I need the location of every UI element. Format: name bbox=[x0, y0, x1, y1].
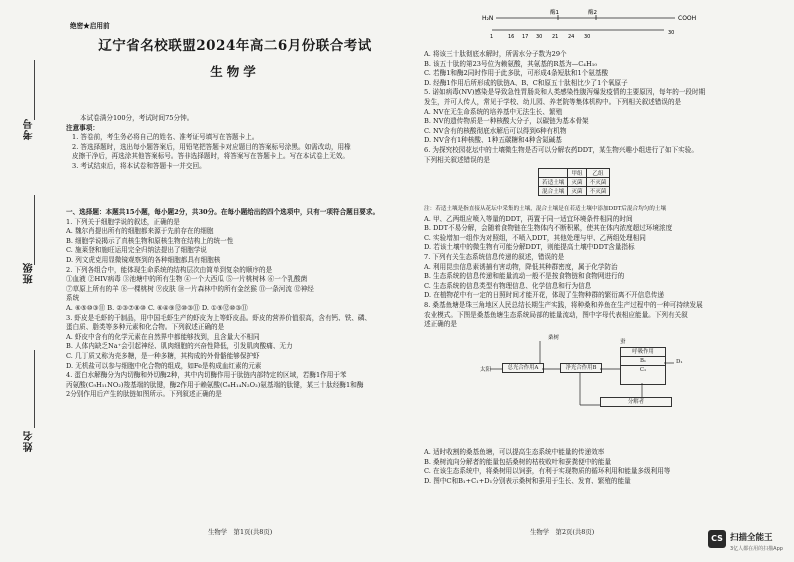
question-line: D. NV含有1种核酸、1种五碳糖和4种含氮碱基 bbox=[424, 136, 562, 145]
camscanner-logo-icon: CS bbox=[708, 530, 726, 548]
camscanner-name: 扫描全能王 bbox=[730, 533, 773, 543]
question-line: D. 经酶1作用后所形成的肽链A、B、C和原五十肽相比少了1个氧原子 bbox=[424, 78, 628, 87]
question-line: 丙氨酸(C₉H₁₁NO₂)羧基端的肽键，酶2作用于赖氨酸(C₆H₁₄N₂O₂)氨基端的肽键，某三十肽经酶1和酶 bbox=[66, 380, 364, 389]
c1-box: C₁ bbox=[639, 367, 647, 373]
question-line: A. 甲、乙两组应喷入等量的DDT，再置于同一适宜环境条件相同的时间 bbox=[424, 214, 633, 223]
question-line: 下列相关叙述错误的是 bbox=[424, 155, 490, 164]
camscanner-tagline: 3亿人都在用的扫描App bbox=[730, 546, 783, 552]
peptide-figure bbox=[440, 8, 740, 44]
question-line: 4. 蛋白水解酶分为内切酶和外切酶2种，其中内切酶作用于肽链内部特定的区域，若酶1作用于苯 bbox=[66, 371, 347, 380]
question-line: 2分别作用后产生的肽链如图所示。下列叙述正确的是 bbox=[66, 390, 222, 399]
peptide-pos: 24 bbox=[568, 34, 575, 40]
table-cell: 若适土壤 bbox=[539, 178, 568, 187]
question-line: 发生，并可人传人，常见于学校、幼儿园、养老院等集体机构中。下列相关叙述错误的是 bbox=[424, 97, 682, 106]
instruction-line: 3. 考试结束后，将本试卷和答题卡一并交回。 bbox=[72, 161, 206, 170]
net-photosynthesis-box: 净光合作用B bbox=[560, 363, 602, 373]
peptide-pos: 16 bbox=[508, 34, 515, 40]
secret-mark: 绝密★启用前 bbox=[70, 22, 110, 30]
silkworm-label: 蚕 bbox=[620, 339, 626, 345]
question-line: 系统 bbox=[66, 294, 80, 303]
left-page bbox=[62, 0, 408, 545]
energy-flow-figure bbox=[480, 333, 710, 443]
table-cell: 不灭菌 bbox=[586, 178, 610, 187]
peptide-end-pos: 30 bbox=[668, 30, 675, 36]
question-line: 8. 桑基鱼塘是珠三角地区人民总结长期生产实践，将种桑和养鱼在生产过程中的一种可持续发展 bbox=[424, 300, 703, 309]
question-line: A. 利用昆虫信息素诱捕有害动物，降低其种群密度，属于化学防治 bbox=[424, 262, 618, 271]
question-line: D. 列文虎克用显微镜观察到的各种细胞都具有细胞核 bbox=[66, 255, 221, 264]
table-note: 注：若适土壤是指直接从花坛中采集的土壤，混合土壤是在若适土壤中添加DDT后混合均匀的土壤 bbox=[424, 206, 667, 212]
question-line: 农业模式。下图是桑基鱼塘生态系统局部的能量流动，图中字母代表相应能量。下列有关叙 bbox=[424, 310, 688, 319]
question-line: 7. 下列有关生态系统信息传递的叙述，错误的是 bbox=[424, 252, 565, 261]
exam-number-line bbox=[34, 60, 35, 120]
question-line: D. 无机盐可以参与细胞中化合物的组成，如Fe是构成血红素的元素 bbox=[66, 361, 262, 370]
table-row bbox=[539, 169, 610, 178]
question-line: 5. 诺如病毒(NV)感染是导致急性胃肠炎和人类感染性腹泻爆发疫情的主要原因，每年的一段时期 bbox=[424, 88, 706, 97]
table-cell: 不灭菌 bbox=[586, 187, 610, 196]
respiration-box: 呼吸作用 bbox=[621, 348, 665, 357]
question-line: A. 魏尔肖提出所有的细胞都来源于先前存在的细胞 bbox=[66, 227, 214, 236]
binding-label-class: 班级 bbox=[24, 262, 35, 284]
right-questions-mid bbox=[424, 205, 764, 330]
question-line: C. 生态系统的信息类型有物理信息、化学信息和行为信息 bbox=[424, 281, 592, 290]
question-line: C. 几丁质又称为壳多糖，是一种多糖，其构成的外骨骼能够保护虾 bbox=[66, 351, 260, 360]
question-line: D. 若该土壤中的微生物有可能分解DDT，则能提高土壤中DDT含量指标 bbox=[424, 243, 635, 252]
question-line: D. 图中C和B₁+C₁+D₁分别表示桑树和蚕用于生长、发育、繁殖的能量 bbox=[424, 476, 631, 485]
question-line: 3. 虾皮是毛虾的干制品，用中国毛虾生产的虾皮为上等虾皮品。虾皮的营养价值很高，含有钙、铁、磷、 bbox=[66, 313, 372, 322]
section-one-heading: 一、选择题：本题共15小题，每小题2分，共30分。在每小题给出的四个选项中，只有一项符合题目要求。 bbox=[66, 208, 380, 216]
table-cell: 乙组 bbox=[586, 169, 610, 178]
table-row bbox=[539, 178, 610, 187]
question-line: C. 在该生态系统中，将桑树用以饲蚕，有利于实现物质的循环利用和能量多级利用等 bbox=[424, 467, 671, 476]
peptide-pos: 17 bbox=[522, 34, 529, 40]
binding-label-name: 姓名 bbox=[24, 430, 35, 452]
question-line: C. NV含有的核酸彻底水解后可以得到6种有机物 bbox=[424, 126, 567, 135]
question-line: C. 施莱登和施旺运用完全归纳法提出了细胞学说 bbox=[66, 246, 207, 255]
table-cell: 灭菌 bbox=[568, 178, 586, 187]
d1-label: D₁ bbox=[676, 359, 683, 365]
question-line: B. 该五十肽的第23号位为赖氨酸，其氨基的R基为—C₄H₁₀ bbox=[424, 59, 597, 68]
question-line: C. 若酶1和酶2同时作用于此多肽，可形成4条短肽和1个氨基酸 bbox=[424, 69, 609, 78]
peptide-left-end: H₂N bbox=[482, 15, 494, 22]
table-cell: 灭菌 bbox=[568, 187, 586, 196]
instructions bbox=[66, 114, 406, 172]
footer-right: 生物学 第2页(共8页) bbox=[530, 528, 595, 536]
enzyme1-label: 酶1 bbox=[550, 10, 559, 16]
question-line: ⑦草原上所有的羊 ⑧一棵桃树 ⑨皮肤 ⑩一片森林中的所有金丝猴 ⑪一条河流 ⑫神经 bbox=[66, 284, 314, 293]
question-line: 2. 下列各组合中，能体现生命系统的结构层次由简单到复杂的顺序的是 bbox=[66, 265, 273, 274]
peptide-pos: 30 bbox=[536, 34, 543, 40]
table-cell: 甲组 bbox=[568, 169, 586, 178]
question-line: A. 将该三十肽彻底水解时，所需水分子数为29个 bbox=[424, 50, 567, 58]
section-one bbox=[66, 208, 406, 400]
question-line: D. 在植物花中有一定的日照时间才能开花，体现了生物种群的繁衍离不开信息传递 bbox=[424, 291, 665, 300]
table-cell: 混合土壤 bbox=[539, 187, 568, 196]
name-line bbox=[34, 350, 35, 428]
question-line: B. DDT不易分解，会随着食物链在生物体内不断积累，使其在体内浓度超过环境浓度 bbox=[424, 224, 673, 233]
subject-title: 生物学 bbox=[210, 64, 260, 79]
table-cell bbox=[539, 169, 568, 178]
question-line: B. 细胞学说揭示了真核生物和原核生物在结构上的统一性 bbox=[66, 236, 234, 245]
exam-title: 辽宁省名校联盟2024年高二6月份联合考试 bbox=[98, 38, 372, 54]
question-line: 述正确的是 bbox=[424, 320, 457, 329]
binding-strip bbox=[0, 0, 60, 562]
question-line: B. 桑树流向分解者的能量包括桑树的枯枝败叶和蚕粪便中的能量 bbox=[424, 457, 612, 466]
question-line: A. 虾皮中含有的化学元素在自然界中都能够找到，且含量大不相同 bbox=[66, 332, 260, 341]
question-line: C. 实验增加一组作为对照组，不喷入DDT，其他处理与甲、乙两组处理相同 bbox=[424, 233, 646, 242]
peptide-pos: 30 bbox=[584, 34, 591, 40]
question-line: 蛋白质、脂类等多种元素和化合物。下列叙述正确的是 bbox=[66, 323, 225, 332]
instruction-line: 1. 答卷前，考生务必将自己的姓名、准考证号填写在答题卡上。 bbox=[72, 133, 259, 142]
ddt-table bbox=[538, 168, 610, 196]
peptide-pos: 21 bbox=[552, 34, 559, 40]
class-line bbox=[34, 195, 35, 265]
sun-label: 太阳 bbox=[480, 367, 492, 373]
question-line: A. NV在无生命系统的培养基中无法生长、繁殖 bbox=[424, 107, 563, 116]
question-line: 1. 下列关于细胞学说的叙述，正确的是 bbox=[66, 217, 180, 226]
right-questions-bottom bbox=[424, 448, 764, 486]
question-line: B. NV的遗传物质是一种核酸大分子，以碳链为基本骨架 bbox=[424, 117, 589, 126]
instruction-line: 皮擦干净后，再选涂其他答案标号。答非选择题时，将答案写在答题卡上。写在本试卷上无效。 bbox=[72, 152, 349, 161]
question-line: A. ⑥⑤⑩③⑪ B. ②③⑦⑧⑩ C. ⑥④⑨⑫⑩③⑪ D. ①⑨⑫⑩③⑪ bbox=[66, 303, 248, 312]
question-line: B. 人体内缺乏Na⁺会引起神经、肌肉细胞的兴奋性降低，引发肌肉酸痛、无力 bbox=[66, 342, 293, 351]
question-line: A. 适时收割的桑基鱼塘，可以提高生态系统中能量的传递效率 bbox=[424, 448, 605, 456]
question-line: 6. 为探究校园花坛中的土壤微生物是否可以分解农药DDT，某生物兴趣小组进行了如下实验。 bbox=[424, 145, 698, 154]
instruction-heading: 注意事项： bbox=[66, 123, 99, 132]
question-line: ①血液 ②HIV病毒 ③池塘中的所有生物 ④一个大西瓜 ⑤一片桃树林 ⑥一个乳酸菌 bbox=[66, 275, 308, 284]
footer-left: 生物学 第1页(共8页) bbox=[208, 528, 273, 536]
table-row bbox=[539, 187, 610, 196]
instruction-line: 2. 答选择题时，选出每小题答案后，用铅笔把答题卡对应题目的答案标号涂黑。如需改动，用橡 bbox=[72, 142, 351, 151]
right-questions-top bbox=[424, 50, 764, 165]
question-line: B. 生态系统的信息传递和能量流动一般不是按食物链和食物网进行的 bbox=[424, 272, 625, 281]
right-page bbox=[420, 0, 765, 545]
peptide-right-end: COOH bbox=[678, 15, 697, 22]
gross-photosynthesis-box: 总光合作用A bbox=[502, 363, 544, 373]
b1-box: B₁ bbox=[621, 357, 665, 366]
decomposer-box: 分解者 bbox=[600, 397, 672, 407]
mulberry-label: 桑树 bbox=[548, 335, 560, 341]
instruction-line: 本试卷满分100分，考试时间75分钟。 bbox=[80, 114, 194, 122]
energy-flow-arrows bbox=[480, 333, 710, 443]
enzyme2-label: 酶2 bbox=[588, 10, 597, 16]
binding-label-exam-number: 考号 bbox=[24, 118, 35, 140]
peptide-pos: 1 bbox=[490, 34, 494, 40]
